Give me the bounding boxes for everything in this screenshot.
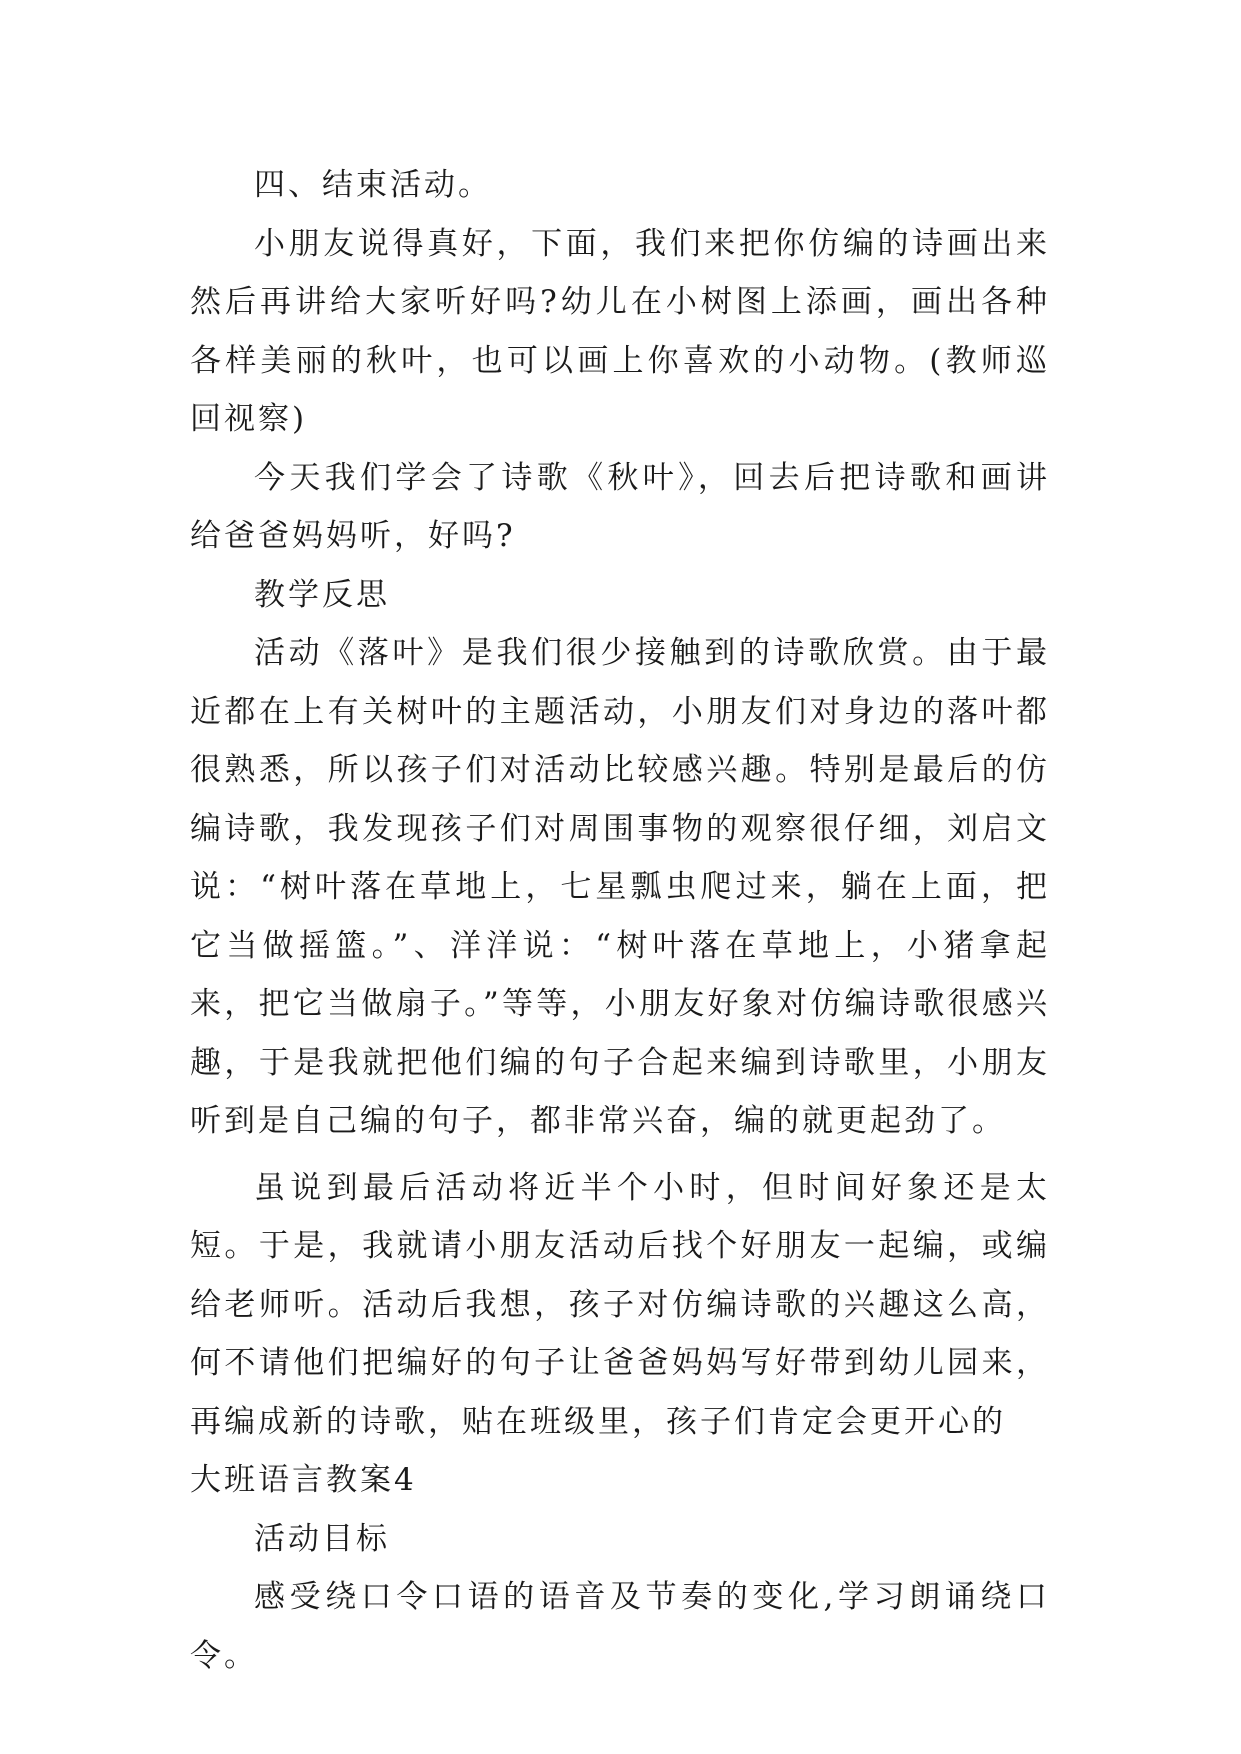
section-heading-reflection: 教学反思 — [254, 576, 390, 613]
section-heading-objectives: 活动目标 — [254, 1520, 390, 1557]
paragraph-objective: 感受绕口令口语的语音及节奏的变化,学习朗诵绕口令。 — [190, 1579, 1050, 1674]
section-heading-end-activity: 四、结束活动。 — [254, 167, 492, 203]
lesson-plan-title: 大班语言教案4 — [190, 1462, 417, 1498]
paragraph-reflection-2: 虽说到最后活动将近半个小时，但时间好象还是太短。于是，我就请小朋友活动后找个好朋友一起编，或编给老师听。活动后我想，孩子对仿编诗歌的兴趣这么高，何不请他们把编好的句子让爸爸妈妈写好带到幼儿园来，再编成新的诗歌，贴在班级里，孩子们肯定会更开心的 — [190, 1169, 1050, 1440]
paragraph-drawing-instruction: 小朋友说得真好，下面，我们来把你仿编的诗画出来然后再讲给大家听好吗?幼儿在小树图上添画，画出各种各样美丽的秋叶，也可以画上你喜欢的小动物。(教师巡回视察) — [190, 225, 1050, 437]
document-body — [190, 156, 1050, 1685]
paragraph-reflection-1: 活动《落叶》是我们很少接触到的诗歌欣赏。由于最近都在上有关树叶的主题活动，小朋友们对身边的落叶都很熟悉，所以孩子们对活动比较感兴趣。特别是最后的仿编诗歌，我发现孩子们对周围事物的观察很仔细，刘启文说：“树叶落在草地上，七星瓢虫爬过来，躺在上面，把它当做摇篮。”、洋洋说：“树叶落在草地上，小猪拿起来，把它当做扇子。”等等，小朋友好象对仿编诗歌很感兴趣，于是我就把他们编的句子合起来编到诗歌里，小朋友听到是自己编的句子，都非常兴奋，编的就更起劲了。 — [190, 635, 1050, 1139]
paragraph-closing-remark: 今天我们学会了诗歌《秋叶》，回去后把诗歌和画讲给爸爸妈妈听，好吗? — [190, 459, 1050, 554]
